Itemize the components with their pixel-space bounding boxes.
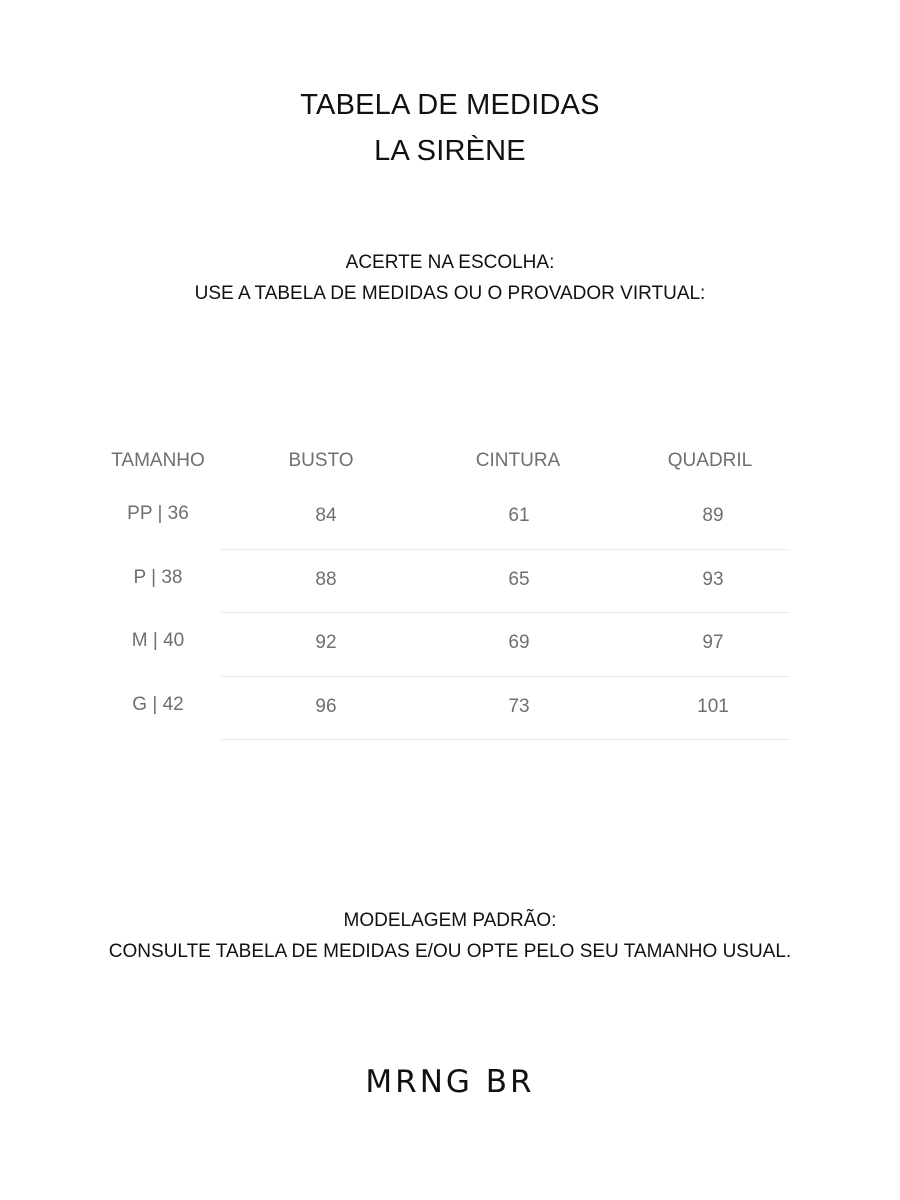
intro-text: [0, 247, 900, 309]
quadril-cell: 97: [702, 632, 724, 653]
table-row: [0, 677, 900, 741]
busto-cell: 88: [315, 568, 337, 590]
column-header-tamanho: TAMANHO: [111, 450, 205, 471]
table-row: [0, 486, 900, 550]
cintura-cell: 69: [508, 632, 530, 653]
column-header-quadril: QUADRIL: [667, 450, 753, 471]
size-cell: G | 42: [132, 693, 184, 715]
size-cell: PP | 36: [127, 503, 189, 524]
intro-line-2: USE A TABELA DE MEDIDAS OU O PROVADOR VIRTUAL:: [194, 283, 706, 304]
quadril-cell: 101: [697, 695, 729, 717]
note-line-2: CONSULTE TABELA DE MEDIDAS E/OU OPTE PELO SEU TAMANHO USUAL.: [108, 941, 792, 962]
title-line-2: LA SIRÈNE: [374, 135, 526, 167]
size-cell: P | 38: [133, 566, 183, 588]
row-divider: [220, 739, 790, 740]
cintura-cell: 61: [508, 505, 530, 526]
fit-note: [0, 905, 900, 967]
table-row: [0, 613, 900, 677]
quadril-cell: 93: [702, 568, 724, 590]
title-line-1: TABELA DE MEDIDAS: [300, 89, 600, 121]
note-line-1: MODELAGEM PADRÃO:: [343, 910, 557, 931]
size-chart-table: [0, 436, 900, 740]
busto-cell: 96: [315, 695, 337, 717]
busto-cell: 84: [315, 505, 337, 526]
column-header-cintura: CINTURA: [475, 450, 561, 471]
intro-line-1: ACERTE NA ESCOLHA:: [345, 252, 555, 273]
column-header-busto: BUSTO: [288, 450, 354, 471]
table-header-row: [0, 436, 900, 486]
cintura-cell: 73: [508, 695, 530, 717]
table-row: [0, 550, 900, 614]
quadril-cell: 89: [702, 505, 724, 526]
page-title: [0, 82, 900, 174]
busto-cell: 92: [315, 632, 337, 653]
brand-logo: MRNG BR: [365, 1064, 535, 1100]
size-cell: M | 40: [131, 630, 185, 651]
cintura-cell: 65: [508, 568, 530, 590]
